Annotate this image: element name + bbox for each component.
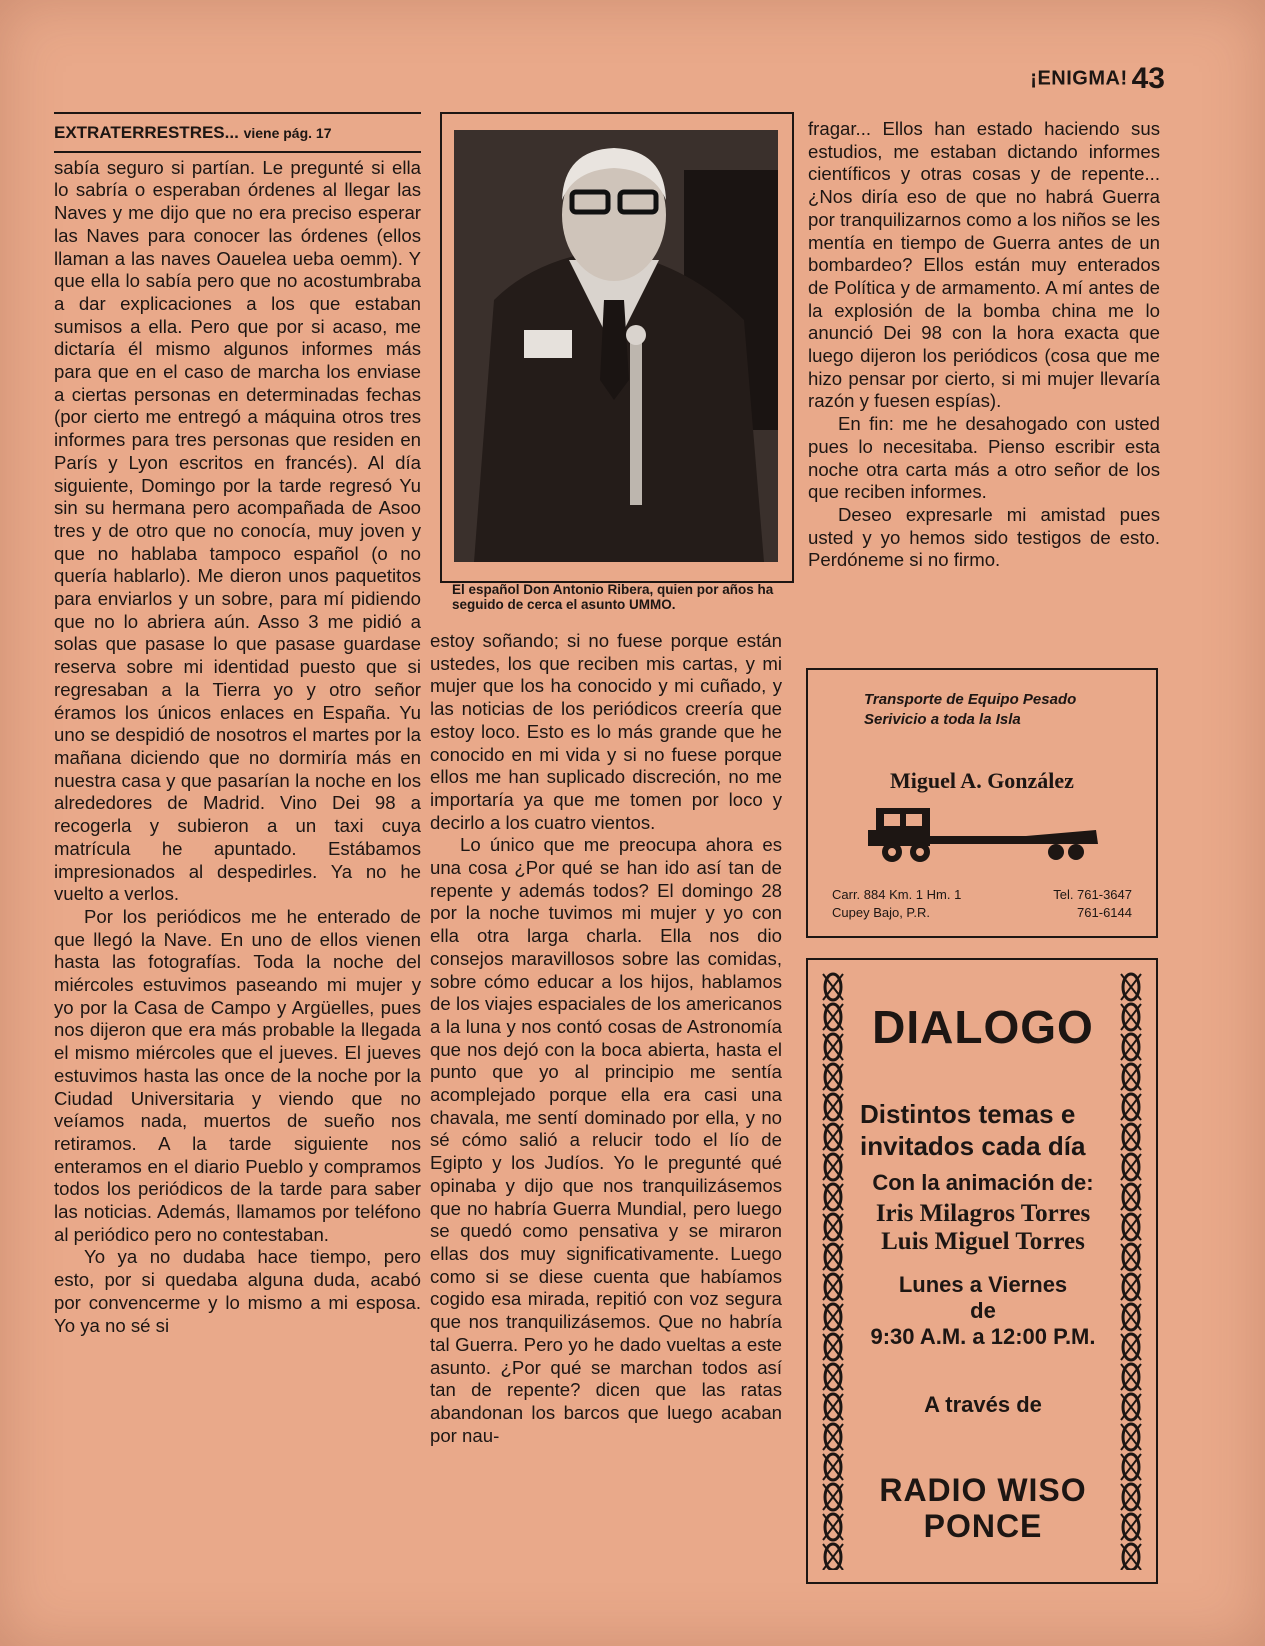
chain-border-right-icon xyxy=(1118,972,1144,1570)
kicker-title: EXTRATERRESTRES... xyxy=(54,123,239,142)
article-kicker xyxy=(54,122,421,145)
ad-transport-tel2: 761-6144 xyxy=(1077,905,1132,920)
ad-transport xyxy=(806,668,1158,938)
ad-transport-lines xyxy=(864,690,1076,730)
ad-dialogo-via: A través de xyxy=(924,1392,1042,1417)
paragraph: Por los periódicos me he enterado de que llegó la Nave. En uno de ellos vienen hasta las fotografías. Toda la noche del miércoles estuvimos paseando mi mujer y yo por la Casa de Campo y Argüelles, pues nos dijeron que era más probable la llegada el mismo miércoles que el jueves. El jueves estuvimos hasta las once de la noche por la Ciudad Universitaria y viendo que no veíamos nada, muertos de sueño nos retiramos. A la tarde siguiente nos enteramos en el diario Pueblo y compramos todos los periódicos de la tarde para saber las noticias. Además, llamamos por teléfono al periódico pero no contestaban. xyxy=(54,905,421,1245)
ad-dialogo xyxy=(806,958,1158,1584)
ad-dialogo-host2: Luis Miguel Torres xyxy=(881,1228,1085,1255)
ad-dialogo-de: de xyxy=(970,1298,996,1323)
kicker-rule xyxy=(54,151,421,153)
ad-transport-tel1: Tel. 761-3647 xyxy=(1053,887,1132,902)
ad-transport-line1: Transporte de Equipo Pesado xyxy=(864,691,1077,708)
article-column-2 xyxy=(430,630,782,1447)
photo-caption: El español Don Antonio Ribera, quien por años ha seguido de cerca el asunto UMMO. xyxy=(452,582,774,612)
article-column-3 xyxy=(808,118,1160,572)
ad-dialogo-subtitle1: Distintos temas e xyxy=(860,1099,1076,1129)
paragraph: Deseo expresarle mi amistad pues usted y yo hemos sido testigos de esto. Perdóneme si no firmo. xyxy=(808,503,1160,571)
page-number: 43 xyxy=(1131,62,1165,95)
paragraph: Yo ya no dudaba hace tiempo, pero esto, por si quedaba alguna duda, acabó por convencerme y lo mismo a mi esposa. Yo ya no sé si xyxy=(54,1246,421,1336)
photo-antonio-ribera xyxy=(454,130,778,562)
paragraph: fragar... Ellos han estado haciendo sus estudios, me estaban dictando informes científicos y otras cosas y de repente... ¿Nos diría eso de que no habrá Guerra por tranquilizarnos como a los niños se les mentía en tiempo de Guerra antes de un bombardeo? Ellos están muy enterados de Política y de armamento. A mí antes de la explosión de la bomba china me lo anunció Dei 98 con la hora exacta que luego dijeron los periódicos (cosa que me hizo pensar por cierto, si mi mujer llevaría razón y fuesen espías). xyxy=(808,118,1160,412)
paragraph: En fin: me he desahogado con usted pues lo necesitaba. Pienso escribir esta noche otra carta más a otro señor de los que reciben informes. xyxy=(808,413,1160,503)
portrait-illustration xyxy=(454,130,778,562)
ad-dialogo-subtitle2: invitados cada día xyxy=(860,1131,1086,1161)
ad-dialogo-time: 9:30 A.M. a 12:00 P.M. xyxy=(870,1324,1096,1349)
ad-dialogo-animation-label: Con la animación de: xyxy=(872,1170,1094,1195)
ad-dialogo-radio-city: PONCE xyxy=(923,1508,1043,1544)
paragraph: Lo único que me preocupa ahora es una cosa ¿Por qué se han ido así tan de repente y además todos? El domingo 28 por la noche tuvimos mi mujer y yo con ella otra larga charla. Ella nos dio consejos maravillosos sobre las comidas, sobre cómo educar a los hijos, hablamos de los viajes espaciales de los americanos a la luna y nos contó cosas de Astronomía que nos dejó con la boca abierta, hasta el punto que yo al principio me sentía acomplejado porque ella era casi una chavala, me sentí dominado por ella, y no sé cómo salió a relucir todo el lío de Egipto y los Judíos. Yo le pregunté qué opinaba y dijo que nos tranquilizásemos que no habría Guerra Mundial, pero luego se quedó como pensativa y se miraron ellas dos muy significativamente. Luego como si se diese cuenta que habíamos cogido esa mirada, repitió con voz segura que nos tranquilizásemos. Que no habría tal Guerra. Pero yo he dado vueltas a este asunto. ¿Por qué se marchan todos así tan de repente? dicen que las ratas abandonan los barcos que luego acaban por nau- xyxy=(430,834,782,1446)
photo-frame xyxy=(440,112,794,583)
paragraph: sabía seguro si partían. Le pregunté si ella lo sabría o esperaban órdenes al llegar las Naves y me dijo que no era preciso esperar las Naves para conocer las órdenes (ellos llaman a las naves Oauelea ueba oemm). Y que ella lo sabía pero que no acostumbraba a dar explicaciones a los que estaban sumisos a ella. Pero que por si acaso, me dictaría él mismo algunos informes más para que en el caso de marcha los enviase a ciertas personas en determinadas fechas (por cierto me entregó a máquina otros tres informes para tres personas que residen en París y Lyon escritos en francés). Al día siguiente, Domingo por la tarde regresó Yu sin su hermana pero acompañada de Asoo tres y de otro que no conocía, muy joven y que no hablaba tampoco español (o no quería hablarlo). Me dieron unos paquetitos para enviarlos y un sobre, para mí pidiendo que no lo abriera aún. Asso 3 me pidió a solas que pasase lo que pasase guardase reserva sobre mi identidad puesto que si regresaban a la Tierra yo y otro señor éramos los únicos enlaces en España. Yu uno se despidió de nosotros el martes por la mañana diciendo que no dormiría más en nuestra casa y que pasarían la noche en los alrededores de Madrid. Vino Dei 98 a recogerla y subieron a un taxi cuya matrícula he apuntado. Estábamos impresionados al despedirles. Ya no he vuelto a verlos. xyxy=(54,156,421,905)
kicker-ref: viene pág. 17 xyxy=(243,125,332,141)
magazine-name: ¡ENIGMA! xyxy=(1030,67,1128,90)
ad-dialogo-days: Lunes a Viernes xyxy=(898,1272,1068,1297)
ad-transport-line2: Serivicio a toda la Isla xyxy=(864,711,1021,728)
ad-dialogo-radio-name: RADIO WISO xyxy=(879,1472,1087,1508)
ad-dialogo-subtitle xyxy=(860,1098,1114,1162)
ad-dialogo-title: DIALOGO xyxy=(872,1001,1094,1053)
ad-transport-addr1: Carr. 884 Km. 1 Hm. 1 xyxy=(832,887,962,902)
truck-icon xyxy=(866,800,1102,870)
column-rule xyxy=(54,112,421,114)
ad-transport-phones xyxy=(1053,886,1132,922)
paragraph: estoy soñando; si no fuese porque están ustedes, los que reciben mis cartas, y mi mujer que los ha conocido y mi cuñado, y las noticias de los periódicos creería que estoy loco. Esto es lo más grande que he conocido en mi vida y si no fuese porque ellos me han suplicado discreción, no me importaría ya que me tomen por loco y decirlo a los cuatro vientos. xyxy=(430,630,782,833)
page-header xyxy=(1030,62,1165,96)
ad-transport-name: Miguel A. González xyxy=(890,768,1074,793)
ad-transport-addr2: Cupey Bajo, P.R. xyxy=(832,905,931,920)
chain-border-left-icon xyxy=(820,972,846,1570)
ad-transport-address xyxy=(832,886,961,922)
ad-dialogo-host1: Iris Milagros Torres xyxy=(875,1200,1091,1227)
article-column-1 xyxy=(54,112,421,1337)
